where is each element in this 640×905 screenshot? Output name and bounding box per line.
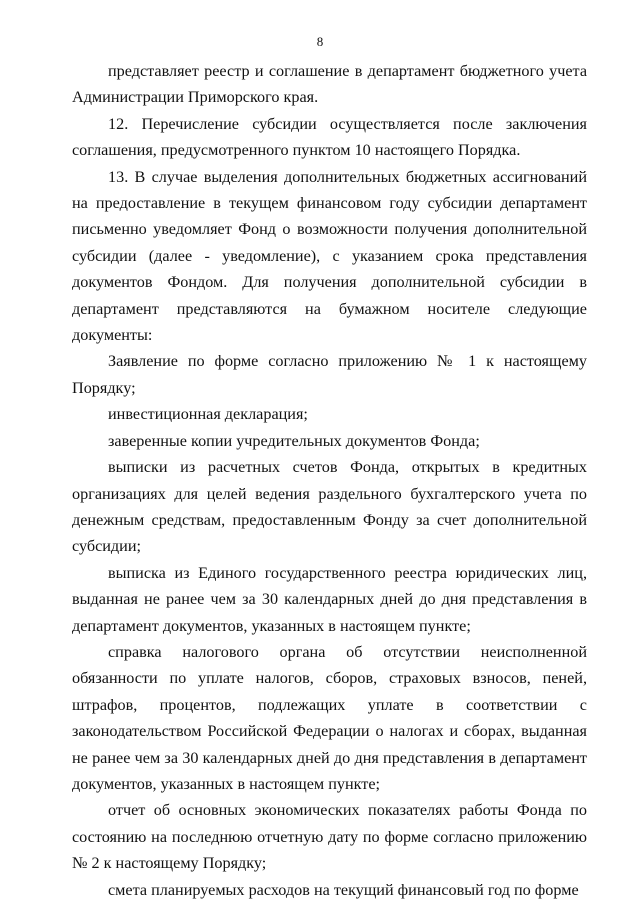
list-item-expense-estimate: смета планируемых расходов на текущий финансовый год по форме xyxy=(108,880,579,899)
list-item-economic-report: отчет об основных экономических показателях работы Фонда по состоянию на последнюю отчетную дату по форме согласно приложению № 2 к настоящему Порядку; xyxy=(72,801,587,873)
paragraph-continuation: представляет реестр и соглашение в департамент бюджетного учета Администрации Приморского края. xyxy=(72,62,587,107)
paragraph-item-13: 13. В случае выделения дополнительных бюджетных ассигнований на предоставление в текущем финансовом году субсидии департамент письменно уведомляет Фонд о возможности получения дополнительной субсидии (далее - уведомление), с указанием срока представления документов Фондом. Для получения дополнительной субсидии в департамент представляются на бумажном носителе следующие документы: xyxy=(72,167,587,345)
list-item-founding-documents: заверенные копии учредительных документов Фонда; xyxy=(108,431,480,450)
document-body xyxy=(72,58,587,903)
paragraph-item-12: 12. Перечисление субсидии осуществляется после заключения соглашения, предусмотренного пунктом 10 настоящего Порядка. xyxy=(72,114,587,160)
list-item-bank-statements: выписки из расчетных счетов Фонда, открытых в кредитных организациях для целей ведения раздельного бухгалтерского учета по денежным средствам, предоставленным Фонду за счет дополнительной субсидии; xyxy=(72,458,587,556)
page-number: 8 xyxy=(316,34,324,49)
list-item-tax-certificate: справка налогового органа об отсутствии неисполненной обязанности по уплате налогов, сборов, страховых взносов, пеней, штрафов, процентов, подлежащих уплате в соответствии с законодательством Российской Федерации о налогах и сборах, выданная не ранее чем за 30 календарных дней до дня представления в департамент документов, указанных в настоящем пункте; xyxy=(72,642,587,793)
list-item-application: Заявление по форме согласно приложению № 1 к настоящему Порядку; xyxy=(72,352,587,397)
list-item-investment-declaration: инвестиционная декларация; xyxy=(108,405,308,424)
list-item-registry-extract: выписка из Единого государственного реестра юридических лиц, выданная не ранее чем за 30 календарных дней до дня представления в департамент документов, указанных в настоящем пункте; xyxy=(72,563,587,635)
